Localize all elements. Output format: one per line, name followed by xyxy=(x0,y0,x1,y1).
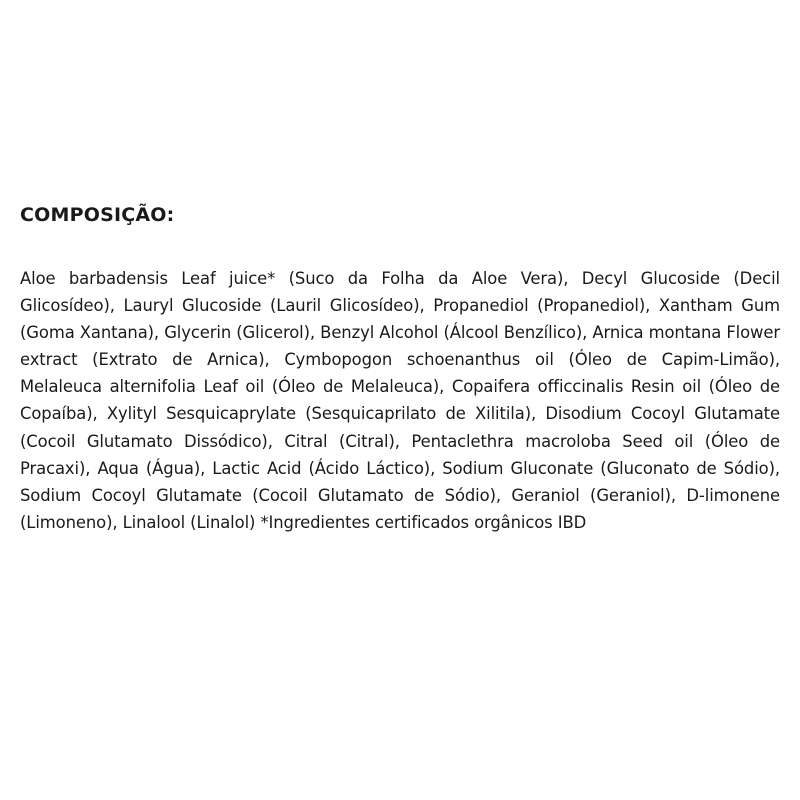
composition-section xyxy=(20,198,780,536)
ingredients-text: Aloe barbadensis Leaf juice* (Suco da Folha da Aloe Vera), Decyl Glucoside (Decil Glicosídeo), Lauryl Glucoside (Lauril Glicosídeo), Propanediol (Propanediol), Xantham Gum (Goma Xantana), Glycerin (Glicerol), Benzyl Alcohol (Álcool Benzílico), Arnica montana Flower extract (Extrato de Arnica), Cymbopogon schoenanthus oil (Óleo de Capim-Limão), Melaleuca alternifolia Leaf oil (Óleo de Melaleuca), Copaifera officcinalis Resin oil (Óleo de Copaíba), Xylityl Sesquicaprylate (Sesquicaprilato de Xilitila), Disodium Cocoyl Glutamate (Cocoil Glutamato Dissódico), Citral (Citral), Pentaclethra macroloba Seed oil (Óleo de Pracaxi), Aqua (Água), Lactic Acid (Ácido Láctico), Sodium Gluconate (Gluconato de Sódio), Sodium Cocoyl Glutamate (Cocoil Glutamato de Sódio), Geraniol (Geraniol), D-limonene (Limoneno), Linalool (Linalol) *Ingredientes certificados orgânicos IBD xyxy=(20,269,780,532)
composition-heading: COMPOSIÇÃO: xyxy=(20,204,175,226)
